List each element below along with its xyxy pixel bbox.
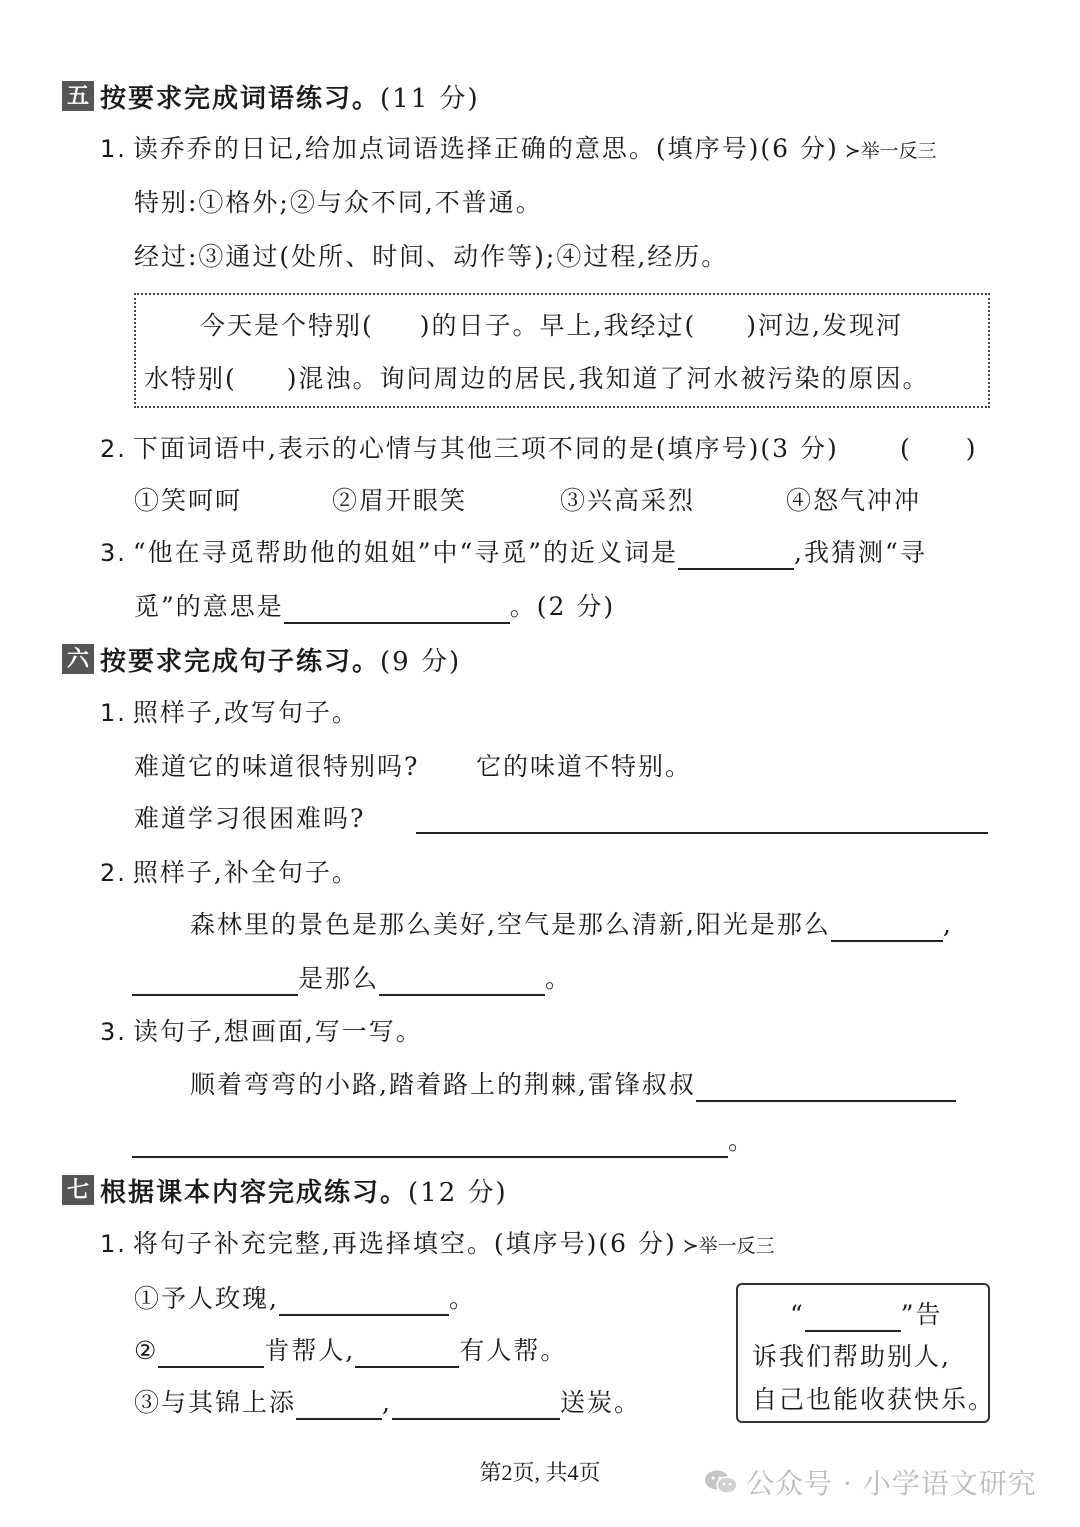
example-answer: 它的味道不特别。	[476, 752, 693, 781]
question-text: 读乔乔的日记,给加点词语选择正确的意思。(填序号)(6 分)	[132, 134, 839, 163]
rewrite-task: 难道学习很困难吗?	[134, 804, 366, 833]
question-number: 2.	[100, 859, 127, 887]
answer-blank[interactable]	[805, 1304, 901, 1332]
question-5-3-cont	[134, 590, 615, 624]
question-number: 3.	[100, 539, 127, 567]
diary-text: (	[362, 311, 374, 340]
write-line-1	[190, 1068, 956, 1102]
question-text: “他在寻觅帮助他的姐姐”中“寻觅”的近义词是	[132, 538, 679, 567]
proverb-text: 送炭。	[559, 1388, 641, 1417]
section-score: (12 分)	[408, 1177, 508, 1208]
sentence-text: 顺着弯弯的小路,踏着路上的荆棘,雷锋叔叔	[190, 1070, 696, 1099]
question-6-1	[100, 696, 359, 730]
section-badge: 五	[62, 81, 94, 111]
diary-text: 今天是个	[200, 311, 309, 340]
answer-paren[interactable]: ( )	[900, 434, 978, 463]
option-1: ①笑呵呵	[134, 486, 243, 515]
answer-blank[interactable]	[132, 1130, 728, 1158]
hint-text: “	[790, 1300, 805, 1329]
answer-blank[interactable]	[696, 1074, 956, 1102]
answer-blank[interactable]	[831, 914, 943, 942]
proverb-2	[134, 1334, 567, 1368]
answer-blank[interactable]	[158, 1340, 264, 1368]
answer-blank[interactable]	[296, 1392, 382, 1420]
practice-tag: ≻举一反三	[682, 1235, 775, 1257]
answer-blank[interactable]	[678, 542, 794, 570]
watermark	[704, 1462, 1037, 1502]
question-text: 。(2 分)	[509, 592, 616, 621]
example-question: 难道它的味道很特别吗?	[134, 752, 420, 781]
proverb-1	[134, 1282, 476, 1316]
definition-teshu: 特别:①格外;②与众不同,不普通。	[134, 188, 543, 217]
dotted-word: 经过 • •	[631, 309, 685, 343]
watermark-text: 公众号 · 小学语文研究	[746, 1467, 1037, 1500]
proverb-text: ③与其锦上添	[134, 1388, 297, 1417]
diary-text: 水	[144, 364, 172, 393]
proverb-text: ,	[382, 1388, 392, 1417]
section-6-header	[62, 641, 461, 677]
proverb-text: ①予人玫瑰,	[134, 1284, 279, 1313]
section-title: 按要求完成词语练习。	[100, 83, 381, 114]
diary-text: )的日子。早上,我	[419, 311, 631, 340]
sentence-text: 是那么	[298, 964, 380, 993]
question-text: 觅”的意思是	[134, 592, 284, 621]
sentence-text: ,	[942, 910, 953, 939]
sentence-text: 。	[545, 964, 573, 993]
section-5-header	[62, 78, 480, 114]
sentence-line-1	[190, 908, 953, 942]
question-text: 将句子补充完整,再选择填空。(填序号)(6 分)	[132, 1229, 677, 1258]
proverb-text: 。	[448, 1284, 476, 1313]
dotted-word: 特别 • •	[171, 362, 225, 396]
hint-line-1	[790, 1298, 943, 1332]
section-score: (9 分)	[380, 646, 462, 677]
answer-blank[interactable]	[279, 1288, 449, 1316]
question-5-1	[100, 132, 937, 168]
section-score: (11 分)	[380, 83, 480, 114]
section-title: 按要求完成句子练习。	[100, 646, 381, 677]
definition-jingguo: 经过:③通过(处所、时间、动作等);④过程,经历。	[134, 242, 729, 271]
answer-blank[interactable]	[132, 968, 298, 996]
question-number: 3.	[100, 1018, 127, 1046]
sentence-line-2	[132, 962, 572, 996]
question-text: 照样子,改写句子。	[132, 698, 359, 727]
hint-text: ”告	[900, 1300, 943, 1329]
practice-tag: ≻举一反三	[844, 140, 937, 162]
answer-blank[interactable]	[379, 968, 545, 996]
proverb-text: 有人帮。	[459, 1336, 568, 1365]
option-2: ②眉开眼笑	[332, 486, 468, 515]
question-number: 1.	[100, 135, 127, 163]
question-6-3	[100, 1015, 423, 1049]
question-5-3	[100, 536, 927, 570]
hint-line-3: 自己也能收获快乐。	[752, 1385, 996, 1414]
section-title: 根据课本内容完成练习。	[100, 1177, 409, 1208]
proverb-3	[134, 1386, 641, 1420]
diary-text: )混浊。询问周边的居民,我知道了河水被污染的原因。	[286, 364, 930, 393]
question-number: 1.	[100, 699, 127, 727]
question-number: 2.	[100, 435, 127, 463]
option-4: ④怒气冲冲	[786, 486, 922, 515]
answer-line[interactable]	[416, 806, 988, 834]
section-7-header	[62, 1172, 508, 1208]
wechat-icon	[704, 1469, 738, 1495]
question-text: 下面词语中,表示的心情与其他三项不同的是(填序号)(3 分)	[132, 434, 839, 463]
question-6-2	[100, 856, 359, 890]
sentence-text: 森林里的景色是那么美好,空气是那么清新,阳光是那么	[190, 910, 831, 939]
option-3: ③兴高采烈	[560, 486, 696, 515]
question-text: 照样子,补全句子。	[132, 858, 359, 887]
question-5-2	[100, 432, 839, 466]
answer-blank[interactable]	[284, 596, 510, 624]
page-footer: 第2页, 共4页	[479, 1460, 601, 1485]
diary-line-1	[200, 309, 903, 343]
proverb-text: 肯帮人,	[264, 1336, 356, 1365]
question-text: ,我猜测“寻	[794, 538, 927, 567]
write-line-2	[132, 1124, 755, 1158]
hint-line-2: 诉我们帮助别人,	[752, 1342, 951, 1371]
dotted-word: 特别 • •	[308, 309, 362, 343]
diary-text: (	[225, 364, 237, 393]
diary-text: (	[684, 311, 697, 340]
diary-text: )河边,发现河	[746, 311, 903, 340]
sentence-text: 。	[728, 1126, 756, 1155]
answer-blank[interactable]	[355, 1340, 459, 1368]
question-7-1	[100, 1227, 775, 1263]
question-number: 1.	[100, 1230, 127, 1258]
question-text: 读句子,想画面,写一写。	[132, 1017, 423, 1046]
diary-line-2	[144, 362, 930, 396]
answer-blank[interactable]	[392, 1392, 560, 1420]
section-badge: 七	[62, 1175, 94, 1205]
proverb-text: ②	[134, 1336, 159, 1365]
section-badge: 六	[62, 644, 94, 674]
